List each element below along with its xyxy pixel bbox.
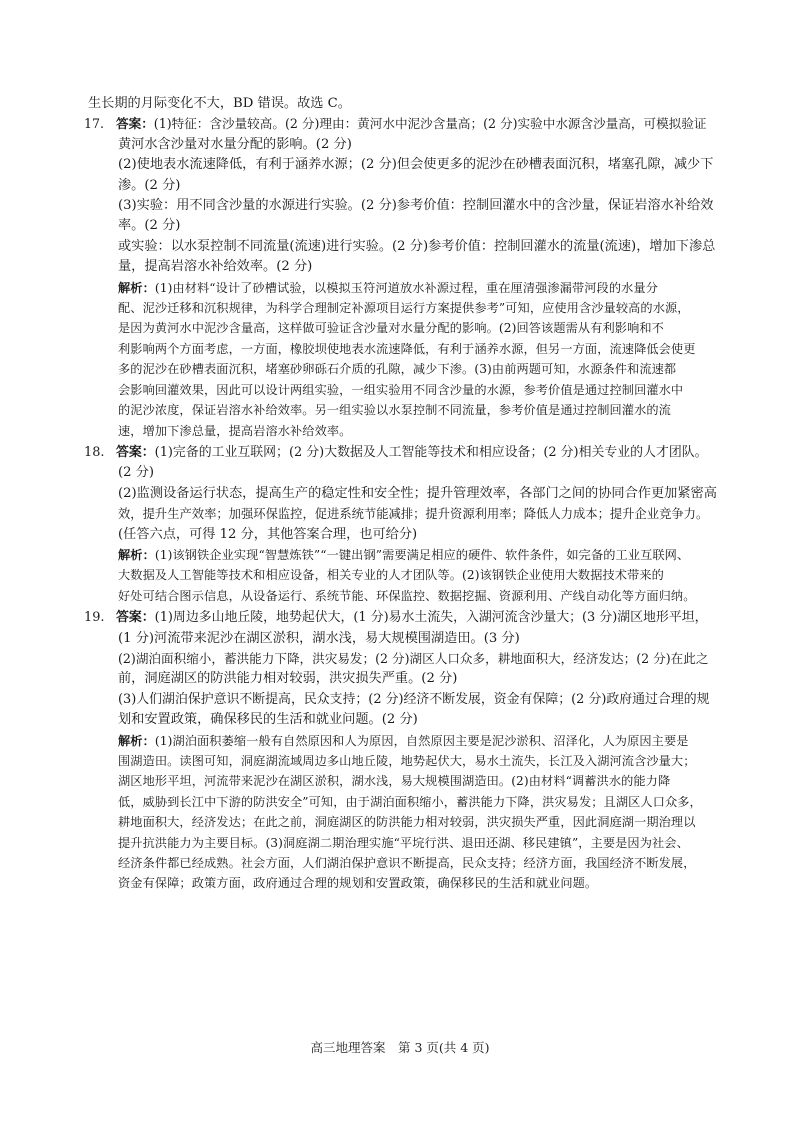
answer-line: 前，洞庭湖区的防洪能力相对较弱，洪灾损失严重。(2 分)	[118, 671, 458, 687]
explain-line: (1)由材料“设计了砂槽试验，以模拟玉符河道放水补源过程，重在厘清强渗漏带河段的水量分	[154, 280, 658, 295]
explain-line: 的泥沙浓度，保证岩溶水补给效率。另一组实验以水泵控制不同流量，参考价值是通过控制回灌水的流	[118, 403, 671, 418]
answer-line: 效，提升生产效率；加强环保监控，促进系统节能减排；提升资源利用率；降低人力成本；提升企业竞争力。	[118, 507, 709, 522]
answer-label: 答案：	[116, 116, 154, 132]
page-content	[84, 94, 718, 894]
continued-answer-line: 生长期的月际变化不大，BD 错误。故选 C。	[88, 96, 351, 111]
explain-line: 资金有保障；政策方面，政府通过合理的规划和安置政策，确保移民的生活和就业问题。	[118, 876, 598, 891]
explain-line: 速，增加下渗总量，提高岩溶水补给效率。	[118, 423, 352, 438]
question-17	[84, 114, 718, 441]
explain-line: (1)该钢铁企业实现“智慧炼铁”“一键出钢”需要满足相应的硬件、软件条件，如完备的工业互联网、	[154, 547, 690, 562]
answer-line: 或实验：以水泵控制不同流量(流速)进行实验。(2 分)参考价值：控制回灌水的流量(流速)，增加下渗总	[118, 238, 716, 254]
explain-line: 好处可结合图示信息，从设备运行、系统节能、环保监控、数据挖掘、资源利用、产线自动化等方面归纳。	[118, 588, 696, 603]
question-19	[84, 608, 718, 894]
answer-line: (1 分)河流带来泥沙在湖区淤积，湖水浅，易大规模围湖造田。(3 分)	[118, 630, 520, 646]
question-number: 19.	[84, 610, 105, 626]
question-18	[84, 443, 718, 606]
page-footer: 高三地理答案 第 3 页(共 4 页)	[310, 1040, 490, 1055]
answer-label: 答案：	[116, 444, 155, 460]
question-number: 17.	[84, 116, 105, 132]
explain-line: 围湖造田。读图可知，洞庭湖流域周边多山地丘陵，地势起伏大，易水土流失，长江及入湖河流含沙量大；	[118, 754, 696, 768]
explain-label: 解析：	[118, 733, 155, 748]
answer-line: (1)周边多山地丘陵，地势起伏大，(1 分)易水土流失，入湖河流含沙量大；(3 分)湖区地形平坦，	[154, 610, 708, 626]
answer-line: (2 分)	[118, 465, 155, 481]
answer-line: 量，提高岩溶水补给效率。(2 分)	[118, 259, 313, 275]
explain-line: 利影响两个方面考虑，一方面，橡胶坝使地表水流速降低，有利于涵养水源，但另一方面，流速降低会使更	[118, 341, 696, 356]
answer-line: 率。(2 分)	[118, 218, 181, 234]
answer-line: (2)湖泊面积缩小，蓄洪能力下降，洪灾易发；(2 分)湖区人口众多，耕地面积大，经济发达；(2 分)在此之	[118, 650, 709, 666]
answer-line: (3)实验：用不同含沙量的水源进行实验。(2 分)参考价值：控制回灌水中的含沙量，保证岩溶水补给效	[118, 198, 714, 214]
answer-line: (3)人们湖泊保护意识不断提高，民众支持；(2 分)经济不断发展，资金有保障；(2 分)政府通过合理的规	[118, 691, 710, 707]
explain-line: 多的泥沙在砂槽表面沉积，堵塞砂卵砾石介质的孔隙，减少下渗。(3)由前两题可知，水源条件和流速都	[118, 362, 677, 377]
answer-line: 划和安置政策，确保移民的生活和就业问题。(2 分)	[118, 712, 418, 728]
explain-label: 解析：	[118, 280, 155, 295]
explain-line: 配、泥沙迁移和沉积规律，为科学合理制定补源项目运行方案提供参考”可知，应使用含沙量较高的水源，	[118, 301, 690, 316]
explain-line: 低，威胁到长江中下游的防洪安全”可知，由于湖泊面积缩小，蓄洪能力下降，洪灾易发；且湖区人口众多，	[118, 794, 702, 809]
answer-line: (2)使地表水流速降低，有利于涵养水源；(2 分)但会使更多的泥沙在砂槽表面沉积，堵塞孔隙，减少下	[118, 157, 714, 173]
answer-label: 答案：	[116, 610, 155, 626]
explain-line: 提升抗洪能力为主要目标。(3)洞庭湖二期治理实施“平垸行洪、退田还湖、移民建镇”，主要是因为社会、	[118, 835, 689, 850]
answer-line: (1)完备的工业互联网；(2 分)大数据及人工智能等技术和相应设备；(2 分)相关专业的人才团队。	[154, 444, 708, 460]
explain-label: 解析：	[118, 547, 155, 562]
explain-line: (1)湖泊面积萎缩一般有自然原因和人为原因，自然原因主要是泥沙淤积、沼泽化，人为原因主要是	[154, 733, 689, 748]
explain-line: 湖区地形平坦，河流带来泥沙在湖区淤积，湖水浅，易大规模围湖造田。(2)由材料“调蓄洪水的能力降	[118, 774, 671, 789]
explain-line: 是因为黄河水中泥沙含量高，这样做可验证含沙量对水量分配的影响。(2)回答该题需从有利影响和不	[118, 321, 664, 336]
explain-line: 会影响回灌效果，因此可以设计两组实验，一组实验用不同含沙量的水源，参考价值是通过控制回灌水中	[118, 382, 684, 397]
explain-line: 耕地面积大，经济发达；在此之前，洞庭湖区的防洪能力相对较弱，洪灾损失严重，因此洞庭湖一期治理以	[118, 815, 696, 830]
answer-line: (1)特征：含沙量较高。(2 分)理由：黄河水中泥沙含量高；(2 分)实验中水源含沙量高，可模拟验证	[153, 116, 707, 132]
answer-line: 黄河水含沙量对水量分配的影响。(2 分)	[118, 136, 352, 152]
answer-line: (2)监测设备运行状态，提高生产的稳定性和安全性；提升管理效率，各部门之间的协同合作更加紧密高	[118, 485, 717, 501]
explain-line: 经济条件都已经成熟。社会方面，人们湖泊保护意识不断提高，民众支持；经济方面，我国经济不断发展，	[118, 856, 696, 871]
explain-line: 大数据及人工智能等技术和相应设备，相关专业的人才团队等。(2)该钢铁企业使用大数据技术带来的	[118, 568, 664, 583]
answer-line: (任答六点，可得 12 分，其他答案合理，也可给分)	[118, 526, 418, 542]
question-number: 18.	[84, 444, 105, 460]
answer-line: 渗。(2 分)	[118, 177, 181, 193]
